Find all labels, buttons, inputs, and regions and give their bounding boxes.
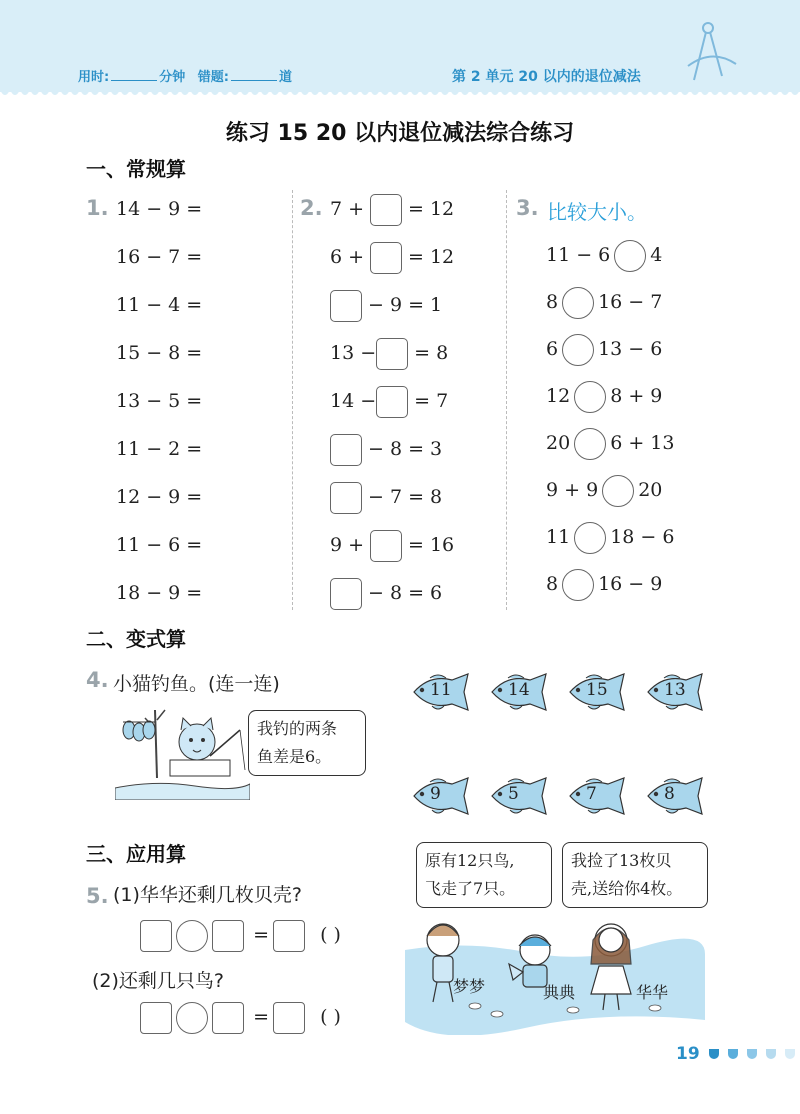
birds-bubble-line2: 飞走了7只。 (425, 879, 516, 898)
q2-prefix: 14 − (330, 390, 377, 412)
q2-prefix: 7 + (330, 198, 365, 220)
unit-paren[interactable]: ( ) (320, 923, 341, 946)
q3-left: 8 (546, 573, 559, 595)
shells-bubble-line1: 我捡了13枚贝 (571, 851, 672, 870)
cat-bubble-line2: 鱼差是6。 (257, 747, 332, 766)
q4-number: 4. (86, 668, 109, 692)
compare-circle[interactable] (562, 287, 594, 319)
q3-left: 20 (546, 432, 571, 454)
q2-suffix: − 8 = 3 (368, 438, 443, 460)
q2-prefix: 9 + (330, 534, 365, 556)
q2-prefix: 13 − (330, 342, 377, 364)
divider-1 (292, 190, 293, 610)
operator-circle[interactable] (176, 920, 208, 952)
compass-icon (682, 18, 742, 84)
footer-dot (785, 1049, 795, 1059)
footer-dot (709, 1049, 719, 1059)
cat-bubble-line1: 我钓的两条 (257, 719, 338, 738)
q1-expression: 11 − 2 = (116, 438, 203, 460)
name-huahua: 华华 (636, 983, 669, 1002)
q3-left: 11 (546, 526, 571, 548)
fish-number: 5 (508, 784, 519, 804)
q2-row (330, 290, 442, 322)
bubble-shells (562, 842, 708, 908)
q3-left: 9 + 9 (546, 479, 599, 501)
q2-blank-box[interactable] (370, 242, 402, 274)
q3-label: 比较大小。 (547, 200, 647, 224)
q2-row (330, 194, 454, 226)
time-blank[interactable] (111, 68, 157, 81)
page-number: 19 (676, 1044, 700, 1064)
page-footer (676, 1044, 795, 1064)
q2-prefix: 6 + (330, 246, 365, 268)
name-diandian: 典典 (543, 983, 576, 1002)
q3-left: 11 − 6 (546, 244, 611, 266)
divider-2 (506, 190, 507, 610)
fish-icon[interactable] (566, 672, 628, 712)
q3-right: 18 − 6 (610, 526, 675, 548)
fish-icon[interactable] (488, 776, 550, 816)
q2-blank-box[interactable] (376, 386, 408, 418)
q2-suffix: − 8 = 6 (368, 582, 443, 604)
q3-row (546, 475, 662, 507)
q2-suffix: = 12 (408, 198, 455, 220)
q5-part2: (2)还剩几只鸟? (92, 970, 224, 992)
footer-dot (747, 1049, 757, 1059)
q2-suffix: = 8 (414, 342, 449, 364)
q3-right: 20 (638, 479, 663, 501)
time-label: 用时: (78, 70, 110, 85)
section-applied-calc: 三、应用算 (86, 842, 186, 866)
fish-number: 8 (664, 784, 675, 804)
q3-right: 16 − 7 (598, 291, 663, 313)
q5-part1: (1)华华还剩几枚贝壳? (113, 884, 302, 906)
cat-fishing-illustration (115, 700, 250, 800)
q2-row (330, 578, 442, 610)
q2-suffix: − 7 = 8 (368, 486, 443, 508)
q3-right: 16 − 9 (598, 573, 663, 595)
compare-circle[interactable] (574, 381, 606, 413)
q3-left: 8 (546, 291, 559, 313)
fish-icon[interactable] (410, 672, 472, 712)
q1-expression: 11 − 6 = (116, 534, 203, 556)
q5-number: 5. (86, 884, 109, 908)
q2-row (330, 386, 448, 418)
q3-right: 6 + 13 (610, 432, 675, 454)
header-wave-edge (0, 86, 800, 100)
result-box[interactable] (273, 920, 305, 952)
q1-number: 1. (86, 196, 109, 220)
fish-number: 14 (508, 680, 530, 700)
compare-circle[interactable] (602, 475, 634, 507)
time-record (78, 66, 292, 85)
operator-circle[interactable] (176, 1002, 208, 1034)
fish-number: 13 (664, 680, 686, 700)
section-variant-calc: 二、变式算 (86, 627, 186, 651)
q1-expression: 13 − 5 = (116, 390, 203, 412)
fish-number: 7 (586, 784, 597, 804)
cat-speech-bubble (248, 710, 366, 776)
unit-paren[interactable]: ( ) (320, 1005, 341, 1028)
q3-right: 13 − 6 (598, 338, 663, 360)
q2-suffix: = 12 (408, 246, 455, 268)
errors-blank[interactable] (231, 68, 277, 81)
q2-row (330, 530, 454, 562)
fish-icon[interactable] (488, 672, 550, 712)
q2-suffix: = 16 (408, 534, 455, 556)
compare-circle[interactable] (562, 569, 594, 601)
birds-bubble-line1: 原有12只鸟, (425, 851, 515, 870)
equals-sign: = (253, 923, 270, 946)
q3-row (546, 522, 674, 554)
q2-blank-box[interactable] (330, 290, 362, 322)
shells-bubble-line2: 壳,送给你4枚。 (571, 879, 683, 898)
children-beach-illustration (405, 910, 705, 1035)
page-title: 练习 15 20 以内退位减法综合练习 (225, 121, 575, 146)
equals-sign: = (253, 1005, 270, 1028)
q4-text: 小猫钓鱼。(连一连) (113, 673, 280, 695)
fish-number: 9 (430, 784, 441, 804)
q3-right: 8 + 9 (610, 385, 663, 407)
q2-blank-box[interactable] (330, 434, 362, 466)
q3-right: 4 (650, 244, 663, 266)
bubble-birds (416, 842, 552, 908)
q3-row (546, 240, 662, 272)
answer-box[interactable] (212, 1002, 244, 1034)
q3-row (546, 381, 662, 413)
fish-icon[interactable] (566, 776, 628, 816)
q2-blank-box[interactable] (370, 194, 402, 226)
q2-row (330, 482, 442, 514)
q2-suffix: − 9 = 1 (368, 294, 443, 316)
q2-suffix: = 7 (414, 390, 449, 412)
name-mengmeng: 梦梦 (453, 977, 486, 996)
q2-blank-box[interactable] (330, 482, 362, 514)
q2-blank-box[interactable] (370, 530, 402, 562)
q1-expression: 12 − 9 = (116, 486, 203, 508)
q1-expression: 14 − 9 = (116, 198, 203, 220)
q3-left: 6 (546, 338, 559, 360)
unit-title: 第 2 单元 20 以内的退位减法 (452, 69, 641, 85)
q2-row (330, 434, 442, 466)
count-label: 道 (278, 70, 292, 85)
fish-number: 11 (430, 680, 452, 700)
q3-row (546, 334, 662, 366)
fish-icon[interactable] (644, 776, 706, 816)
answer-box[interactable] (140, 920, 172, 952)
q2-row (330, 338, 448, 370)
q1-expression: 11 − 4 = (116, 294, 203, 316)
q3-left: 12 (546, 385, 571, 407)
errors-label: 错题: (197, 70, 229, 85)
fish-number: 15 (586, 680, 608, 700)
q5-answer-row-1 (140, 920, 341, 952)
compare-circle[interactable] (562, 334, 594, 366)
compare-circle[interactable] (574, 428, 606, 460)
q5-answer-row-2 (140, 1002, 341, 1034)
compare-circle[interactable] (574, 522, 606, 554)
fish-icon[interactable] (410, 776, 472, 816)
result-box[interactable] (273, 1002, 305, 1034)
q2-number: 2. (300, 196, 323, 220)
section-regular-calc: 一、常规算 (86, 157, 186, 181)
q3-row (546, 428, 674, 460)
q2-blank-box[interactable] (376, 338, 408, 370)
q2-row (330, 242, 454, 274)
q1-expression: 18 − 9 = (116, 582, 203, 604)
q1-expression: 16 − 7 = (116, 246, 203, 268)
minutes-label: 分钟 (159, 70, 186, 85)
q1-expression: 15 − 8 = (116, 342, 203, 364)
q2-blank-box[interactable] (330, 578, 362, 610)
q3-number: 3. (516, 196, 539, 220)
compare-circle[interactable] (614, 240, 646, 272)
fish-icon[interactable] (644, 672, 706, 712)
answer-box[interactable] (212, 920, 244, 952)
answer-box[interactable] (140, 1002, 172, 1034)
footer-dot (728, 1049, 738, 1059)
q3-row (546, 287, 662, 319)
q3-row (546, 569, 662, 601)
footer-dot (766, 1049, 776, 1059)
